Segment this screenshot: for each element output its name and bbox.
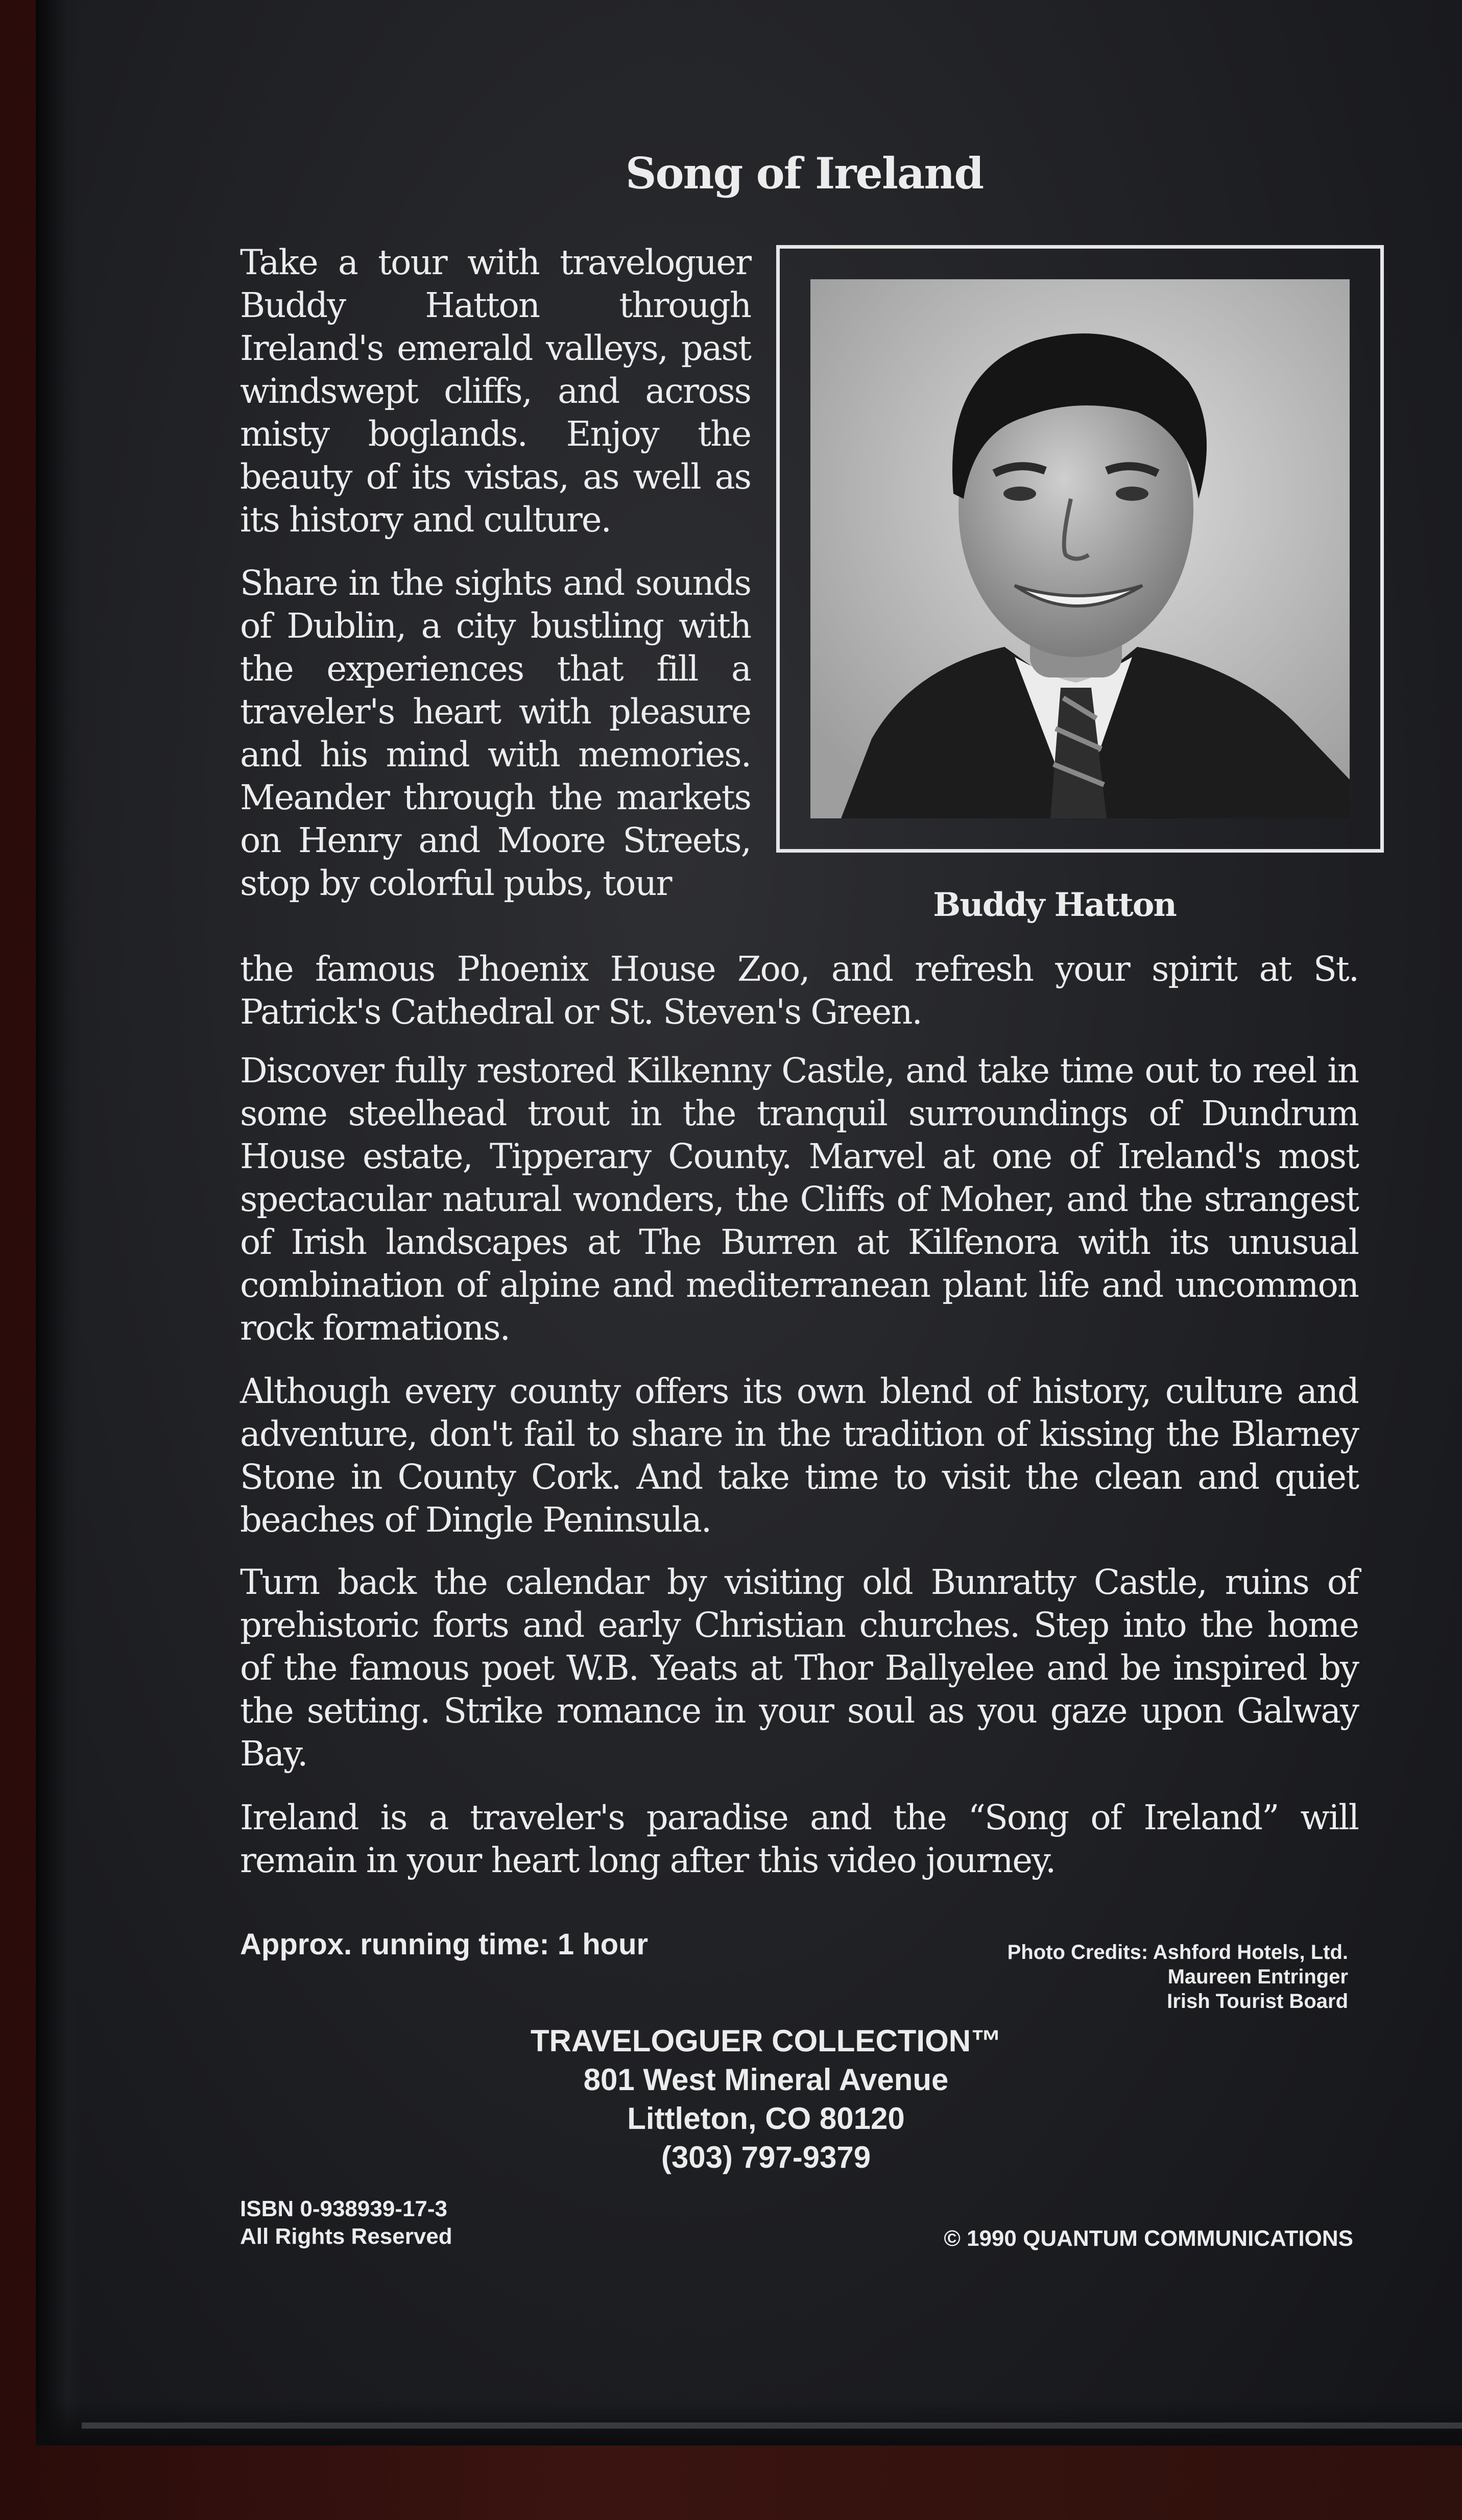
- publisher-street: 801 West Mineral Avenue: [583, 2063, 949, 2097]
- isbn-block: [240, 2195, 452, 2250]
- paragraph-closing: Ireland is a traveler's paradise and the “Song of Ireland” will remain in your heart long after this video journey.: [240, 1798, 1358, 1880]
- paragraph-dublin-part1: Share in the sights and sounds of Dublin, a city bustling with the experiences that fill a traveler's heart with pleasure and his mind with memories. Meander through the markets on Henry and Moore Streets, stop by colorful pubs, tour: [240, 563, 751, 903]
- publisher-name: TRAVELOGUER COLLECTION™: [530, 2024, 1002, 2058]
- paragraph-kilkenny: Discover fully restored Kilkenny Castle, and take time out to reel in some steelhead trout in the tranquil surroundings of Dundrum House estate, Tipperary County. Marvel at one of Ireland's most spectacular natural wonders, the Cliffs of Moher, and the strangest of Irish landscapes at The Burren at Kilfenora with its unusual combination of alpine and mediterranean plant life and uncommon rock formations.: [240, 1051, 1358, 1348]
- portrait-caption: Buddy Hatton: [933, 886, 1176, 924]
- photo-credits-line: Maureen Entringer: [1167, 1966, 1348, 1988]
- portrait-illustration: [810, 279, 1350, 818]
- case-spine-edge: [36, 0, 82, 2445]
- copyright-notice: © 1990 QUANTUM COMMUNICATIONS: [944, 2226, 1353, 2251]
- cover-title: Song of Ireland: [625, 148, 984, 199]
- portrait-frame: [776, 245, 1384, 853]
- photo-credits-line: Photo Credits: Ashford Hotels, Ltd.: [1007, 1941, 1348, 1964]
- publisher-block: [444, 2022, 1088, 2177]
- rights-reserved: All Rights Reserved: [240, 2224, 452, 2249]
- publisher-phone: (303) 797-9379: [661, 2140, 871, 2174]
- photo-credits-line: Irish Tourist Board: [1167, 1990, 1348, 2013]
- paragraph-bunratty: Turn back the calendar by visiting old Bunratty Castle, ruins of prehistoric forts and early Christian churches. Step into the home of the famous poet W.B. Yeats at Thor Ballyelee and be inspired by the setting. Strike romance in your soul as you gaze upon Galway Bay.: [240, 1562, 1358, 1774]
- isbn: ISBN 0-938939-17-3: [240, 2196, 448, 2221]
- paragraph-blarney: Although every county offers its own blend of history, culture and adventure, don't fail to share in the tradition of kissing the Blarney Stone in County Cork. And take time to visit the clean and quiet beaches of Dingle Peninsula.: [240, 1371, 1358, 1540]
- photo-credits: [919, 1940, 1348, 2014]
- case-bottom-rim: [82, 2422, 1462, 2429]
- running-time: Approx. running time: 1 hour: [240, 1928, 649, 1961]
- portrait-photo: [810, 279, 1350, 818]
- paragraph-intro: Take a tour with traveloguer Buddy Hatton through Ireland's emerald valleys, past windswept cliffs, and across misty boglands. Enjoy the beauty of its vistas, as well as its history and culture.: [240, 243, 751, 540]
- publisher-city: Littleton, CO 80120: [627, 2101, 905, 2136]
- paragraph-dublin-part2: the famous Phoenix House Zoo, and refresh your spirit at St. Patrick's Cathedral or St. Steven's Green.: [240, 949, 1358, 1032]
